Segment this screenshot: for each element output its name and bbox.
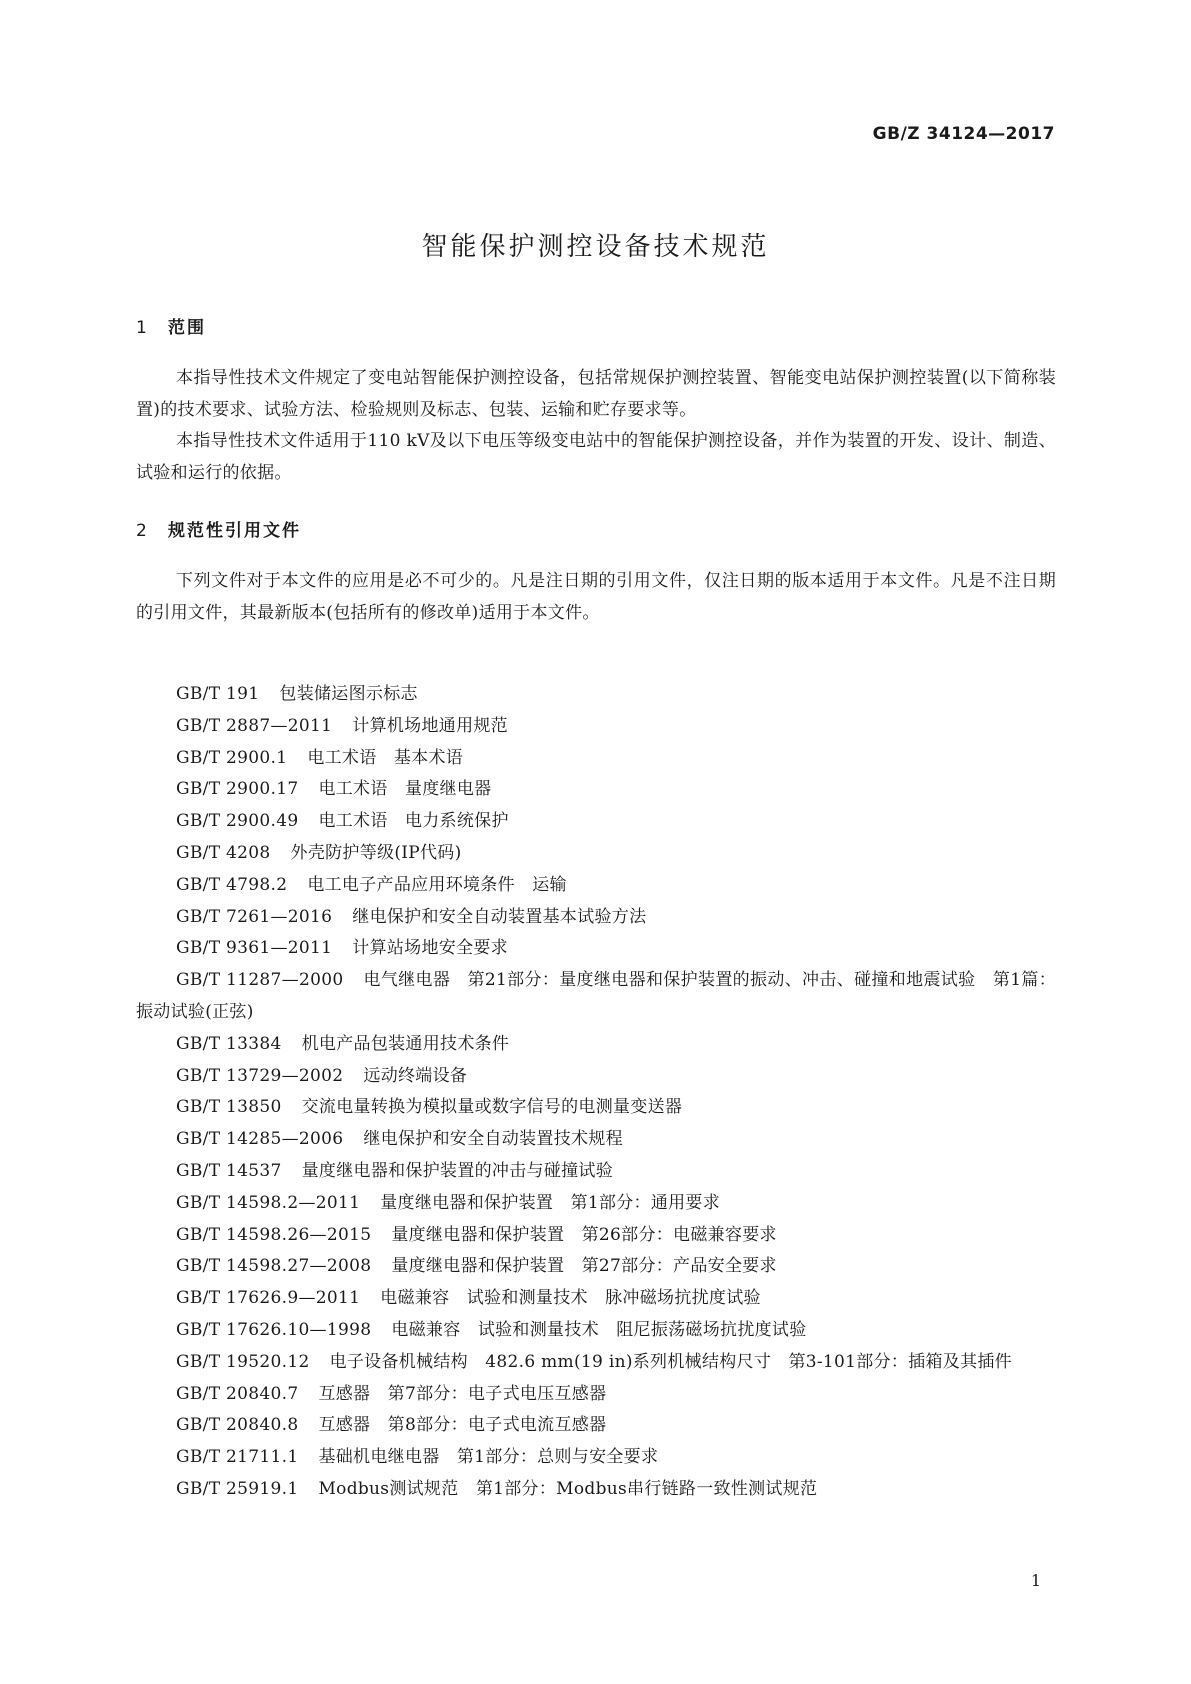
- reference-item: [136, 1442, 1056, 1474]
- scope-paragraph: 本指导性技术文件适用于110 kV及以下电压等级变电站中的智能保护测控设备，并作为装置的开发、设计、制造、试验和运行的依据。: [136, 431, 1056, 483]
- reference-item: [136, 965, 1056, 1029]
- reference-item: [136, 679, 1056, 711]
- reference-item: [136, 806, 1056, 838]
- section-number: 2: [136, 521, 147, 541]
- reference-title: Modbus测试规范 第1部分：Modbus串行链路一致性测试规范: [318, 1478, 818, 1499]
- section-title: 规范性引用文件: [168, 521, 301, 541]
- reference-code: GB/T 13384: [176, 1033, 282, 1054]
- reference-item: [136, 1092, 1056, 1124]
- reference-code: GB/T 21711.1: [176, 1447, 299, 1468]
- reference-code: GB/T 19520.12: [176, 1351, 310, 1372]
- reference-item: [136, 1283, 1056, 1315]
- reference-title: 电气继电器 第21部分：量度继电器和保护装置的振动、冲击、碰撞和地震试验 第1篇：振动试验(正弦): [136, 970, 1056, 1022]
- reference-code: GB/T 14598.27—2008: [176, 1256, 372, 1277]
- reference-title: 互感器 第7部分：电子式电压互感器: [318, 1383, 607, 1404]
- reference-code: GB/T 13729—2002: [176, 1065, 344, 1086]
- reference-title: 计算机场地通用规范: [352, 715, 508, 736]
- scope-paragraph: 本指导性技术文件规定了变电站智能保护测控设备，包括常规保护测控装置、智能变电站保护测控装置(以下简称装置)的技术要求、试验方法、检验规则及标志、包装、运输和贮存要求等。: [136, 368, 1056, 420]
- reference-title: 电磁兼容 试验和测量技术 脉冲磁场抗扰度试验: [380, 1288, 761, 1309]
- reference-title: 电子设备机械结构 482.6 mm(19 in)系列机械结构尺寸 第3-101部分：插箱及其插件: [329, 1351, 1012, 1372]
- reference-title: 交流电量转换为模拟量或数字信号的电测量变送器: [301, 1097, 683, 1118]
- reference-item: [136, 1379, 1056, 1411]
- reference-title: 基础机电继电器 第1部分：总则与安全要求: [318, 1447, 659, 1468]
- reference-code: GB/T 2900.49: [176, 811, 299, 832]
- reference-title: 量度继电器和保护装置的冲击与碰撞试验: [301, 1160, 614, 1181]
- reference-code: GB/T 191: [176, 684, 260, 704]
- reference-list: [136, 679, 1056, 1506]
- reference-code: GB/T 14285—2006: [176, 1129, 344, 1150]
- reference-code: GB/T 17626.9—2011: [176, 1288, 361, 1309]
- references-intro: 下列文件对于本文件的应用是必不可少的。凡是注日期的引用文件，仅注日期的版本适用于本文件。凡是不注日期的引用文件，其最新版本(包括所有的修改单)适用于本文件。: [136, 571, 1056, 623]
- reference-title: 机电产品包装通用技术条件: [301, 1033, 510, 1054]
- reference-item: [136, 1347, 1056, 1379]
- section-1-heading: [136, 313, 206, 338]
- reference-title: 继电保护和安全自动装置技术规程: [363, 1129, 623, 1150]
- reference-title: 互感器 第8部分：电子式电流互感器: [318, 1415, 607, 1436]
- reference-item: [136, 1220, 1056, 1252]
- reference-code: GB/T 2900.1: [176, 747, 288, 768]
- reference-title: 电工电子产品应用环境条件 运输: [307, 874, 567, 895]
- reference-title: 电工术语 量度继电器: [318, 779, 492, 800]
- reference-code: GB/T 17626.10—1998: [176, 1319, 372, 1340]
- reference-item: [136, 743, 1056, 775]
- reference-code: GB/T 20840.8: [176, 1415, 299, 1436]
- reference-code: GB/T 14537: [176, 1160, 282, 1181]
- reference-code: GB/T 4798.2: [176, 874, 288, 895]
- reference-code: GB/T 2887—2011: [176, 715, 333, 736]
- reference-item: [136, 1061, 1056, 1093]
- reference-code: GB/T 9361—2011: [176, 938, 333, 959]
- section-number: 1: [136, 318, 147, 338]
- document-title: 智能保护测控设备技术规范: [421, 232, 770, 262]
- reference-item: [136, 933, 1056, 965]
- reference-item: [136, 1315, 1056, 1347]
- reference-title: 计算站场地安全要求: [352, 938, 508, 959]
- reference-item: [136, 1474, 1056, 1506]
- reference-title: 电工术语 基本术语: [307, 747, 464, 768]
- reference-item: [136, 838, 1056, 870]
- reference-code: GB/T 4208: [176, 842, 271, 863]
- reference-item: [136, 774, 1056, 806]
- reference-title: 量度继电器和保护装置 第27部分：产品安全要求: [391, 1256, 777, 1277]
- reference-code: GB/T 14598.26—2015: [176, 1224, 372, 1245]
- section-2-heading: [136, 516, 301, 541]
- reference-code: GB/T 11287—2000: [176, 970, 344, 991]
- reference-code: GB/T 25919.1: [176, 1478, 299, 1499]
- reference-title: 外壳防护等级(IP代码): [290, 842, 462, 863]
- reference-item: [136, 711, 1056, 743]
- reference-item: [136, 1124, 1056, 1156]
- standard-code: GB/Z 34124—2017: [872, 124, 1055, 144]
- reference-title: 量度继电器和保护装置 第1部分：通用要求: [380, 1192, 721, 1213]
- reference-code: GB/T 20840.7: [176, 1383, 299, 1404]
- reference-item: [136, 1188, 1056, 1220]
- reference-code: GB/T 14598.2—2011: [176, 1192, 361, 1213]
- reference-title: 远动终端设备: [363, 1065, 468, 1086]
- reference-code: GB/T 13850: [176, 1097, 282, 1118]
- section-title: 范围: [168, 318, 206, 338]
- reference-code: GB/T 7261—2016: [176, 906, 333, 927]
- reference-title: 量度继电器和保护装置 第26部分：电磁兼容要求: [391, 1224, 777, 1245]
- reference-item: [136, 902, 1056, 934]
- reference-item: [136, 1251, 1056, 1283]
- reference-title: 电工术语 电力系统保护: [318, 811, 509, 832]
- page-number: 1: [1030, 1571, 1041, 1590]
- reference-item: [136, 1410, 1056, 1442]
- reference-code: GB/T 2900.17: [176, 779, 299, 800]
- reference-title: 继电保护和安全自动装置基本试验方法: [352, 906, 647, 927]
- reference-item: [136, 1156, 1056, 1188]
- reference-title: 包装储运图示标志: [279, 684, 418, 704]
- reference-item: [136, 1029, 1056, 1061]
- reference-item: [136, 870, 1056, 902]
- reference-title: 电磁兼容 试验和测量技术 阻尼振荡磁场抗扰度试验: [391, 1319, 807, 1340]
